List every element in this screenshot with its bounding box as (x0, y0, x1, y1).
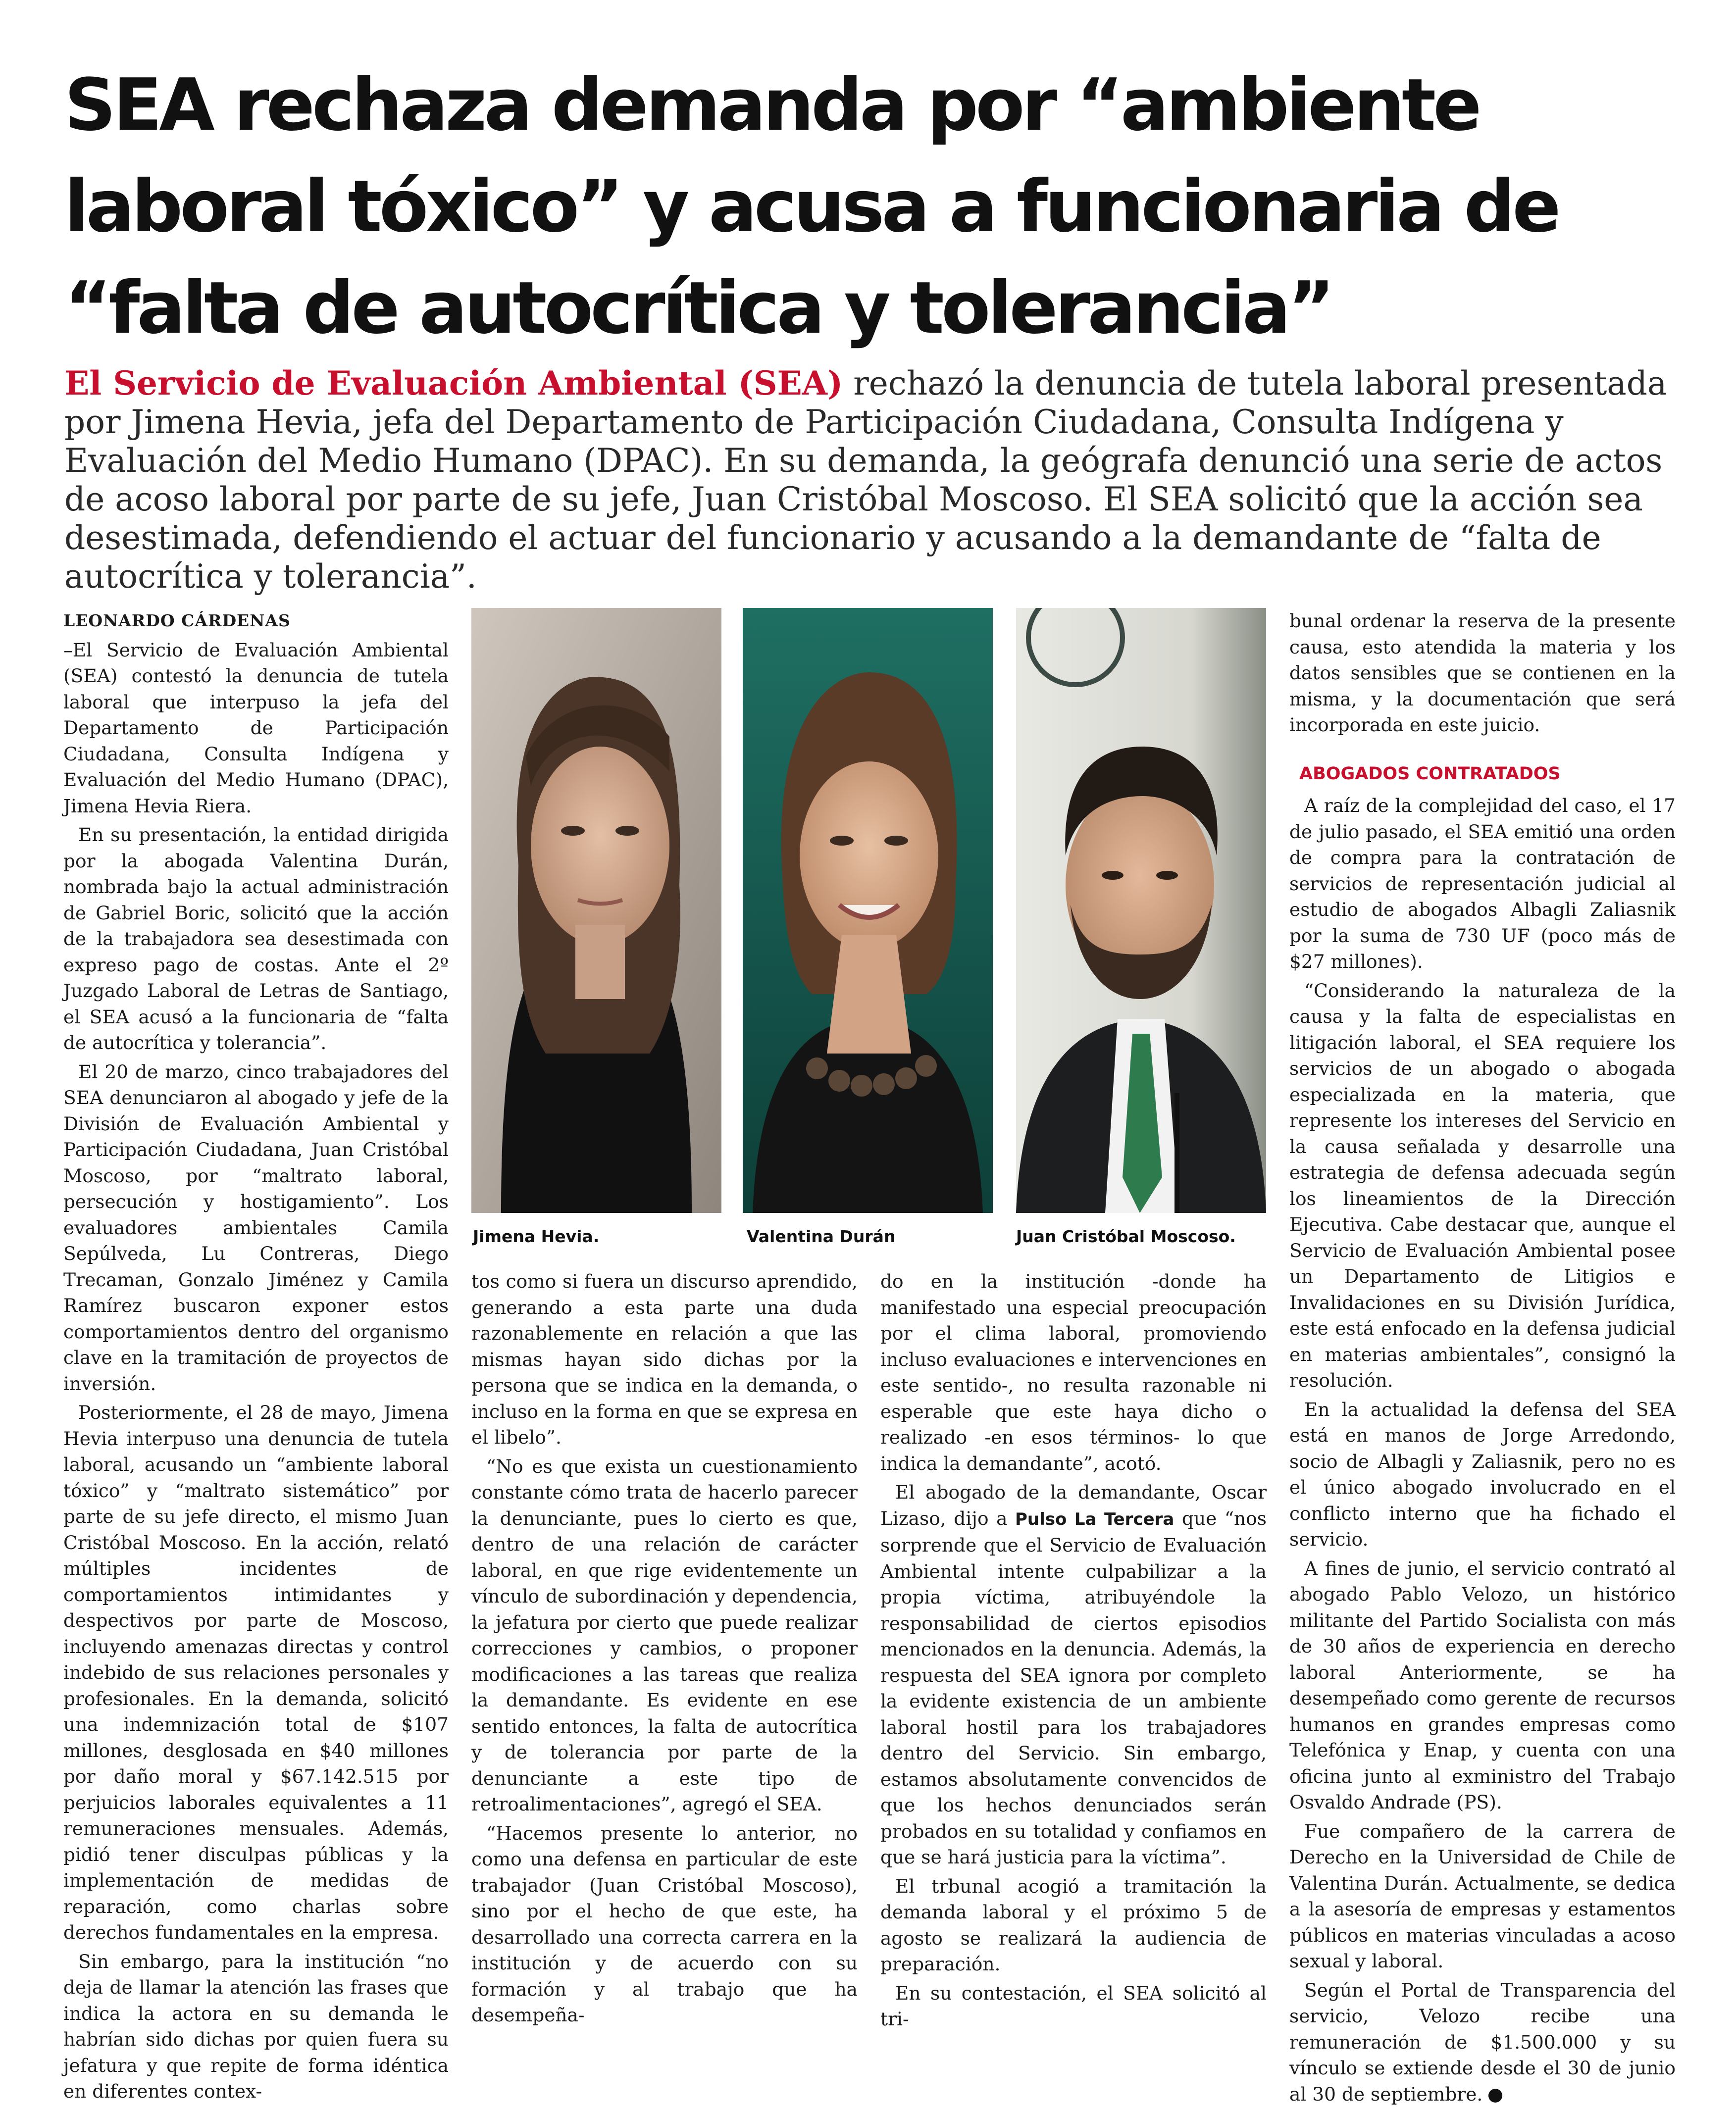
body-paragraph: El trbunal acogió a tramitación la demanda laboral y el próximo 5 de agosto se realizará la audiencia de preparación. (880, 1875, 1267, 1975)
body-paragraph: En su contestación, el SEA solicitó al tri- (880, 1982, 1267, 2030)
lead-paragraph (64, 364, 1679, 596)
article-column-3 (880, 1268, 1267, 2035)
photo-caption: Juan Cristóbal Moscoso. (1016, 1227, 1236, 1246)
body-paragraph: –El Servicio de Evaluación Ambiental (SEA) contestó la denuncia de tutela laboral que interpuso la jefa del Departamento de Participación Ciudadana, Consulta Indígena y Evaluación del Medio Humano (DPAC), Jimena Hevia Riera. (63, 639, 449, 817)
body-paragraph: Fue compañero de la carrera de Derecho en la Universidad de Chile de Valentina Durán. Actualmente, se dedica a la asesoría de empresas y estamentos públicos en materias vinculadas a acoso sexual y laboral. (1289, 1820, 1676, 1972)
end-of-article-icon: P (1488, 2089, 1502, 2103)
headline: SEA rechaza demanda por “ambiente laboral tóxico” y acusa a funcionaria de “falta de autocrítica y tolerancia” (64, 63, 1558, 350)
body-text: Según el Portal de Transparencia del servicio, Velozo recibe una remuneración de $1.500.000 y su vínculo se extiende desde el 30 de junio al 30 de septiembre. (1289, 1979, 1676, 2105)
lead-text: rechazó la denuncia de tutela laboral presentada por Jimena Hevia, jefa del Departamento de Participación Ciudadana, Consulta Indígena y Evaluación del Medio Humano (DPAC). En su demanda, la geógrafa denunció una serie de actos de acoso laboral por parte de su jefe, Juan Cristóbal Moscoso. El SEA solicitó que la acción sea desestimada, defendiendo el actuar del funcionario y acusando a la demandante de “falta de autocrítica y tolerancia”. (64, 364, 1667, 596)
article-column-2 (471, 1268, 858, 2031)
body-paragraph: do en la institución -donde ha manifestado una especial preocupación por el clima laboral, promoviendo incluso evaluaciones e intervenciones en este sentido-, no resulta razonable ni esperable que este haya dicho o realizado -en esos términos- lo que indica la demandante”, acotó. (880, 1270, 1267, 1474)
portrait-jimena-hevia (471, 608, 721, 1213)
publication-name: Pulso La Tercera (1015, 1509, 1174, 1529)
lead-organization: El Servicio de Evaluación Ambiental (SEA) (64, 364, 843, 402)
photo-caption: Valentina Durán (747, 1227, 896, 1246)
body-paragraph (880, 1479, 1267, 1870)
section-heading: ABOGADOS CONTRATADOS (1299, 763, 1561, 784)
portrait-valentina-duran (743, 608, 993, 1213)
body-paragraph (1289, 1977, 1676, 2108)
article-column-1 (63, 608, 449, 2108)
body-paragraph: “Considerando la naturaleza de la causa y la falta de especialistas en litigación laboral, el SEA requiere los servicios de un abogado o abogada especializada en la materia, que represente los intereses del Servicio en la causa señalada y desarrolle una estrategia de defensa adecuada según los lineamientos de la Dirección Ejecutiva. Cabe destacar que, aunque el Servicio de Evaluación Ambiental posee un Departamento de Litigios e Invalidaciones en su División Jurídica, este está enfocado en la defensa judicial en materias ambientales”, consignó la resolución. (1289, 979, 1676, 1391)
body-paragraph: Sin embargo, para la institución “no deja de llamar la atención las frases que indica la actora en su demanda le habrían sido dichas por quien fuera su jefatura y que repite de forma idéntica en diferentes contex- (63, 1950, 449, 2102)
body-text: que “nos sorprende que el Servicio de Evaluación Ambiental intente culpabilizar a la propia víctima, atribuyéndole la responsabilidad de ciertos episodios mencionados en la denuncia. Además, la respuesta del SEA ignora por completo la evidente existencia de un ambiente laboral hostil para los trabajadores dentro del Servicio. Sin embargo, estamos absolutamente convencidos de que los hechos denunciados serán probados en su totalidad y confiamos en que se hará justicia para la víctima”. (880, 1507, 1267, 1868)
body-paragraph: “Hacemos presente lo anterior, no como una defensa en particular de este trabajador (Juan Cristóbal Moscoso), sino por el hecho de que este, ha desarrollado una correcta carrera en la institución y de acuerdo con su formación y al trabajo que ha desempeña- (471, 1822, 858, 2026)
body-paragraph: A fines de junio, el servicio contrató al abogado Pablo Velozo, un histórico militante del Partido Socialista con más de 30 años de experiencia en derecho laboral Anteriormente, se ha desempeñado como gerente de recursos humanos en grandes empresas como Telefónica y Enap, y cuenta con una oficina junto al exministro del Trabajo Osvaldo Andrade (PS). (1289, 1557, 1676, 1813)
body-paragraph: bunal ordenar la reserva de la presente causa, esto atendida la materia y los datos sensibles que se contienen en la misma, y la documentación que será incorporada en este juicio. (1289, 610, 1676, 736)
body-paragraph: El 20 de marzo, cinco trabajadores del SEA denunciaron al abogado y jefe de la División de Evaluación Ambiental y Participación Ciudadana, Juan Cristóbal Moscoso, por “maltrato laboral, persecución y hostigamiento”. Los evaluadores ambientales Camila Sepúlveda, Lu Contreras, Diego Trecaman, Gonzalo Jiménez y Camila Ramírez buscaron exponer estos comportamientos dentro del organismo clave en la tramitación de proyectos de inversión. (63, 1060, 449, 1395)
photo-jimena-hevia (471, 608, 721, 1213)
photo-caption: Jimena Hevia. (473, 1227, 600, 1246)
body-text: El abogado de la demandante, Oscar Lizaso, dijo a (880, 1481, 1267, 1529)
body-paragraph: “No es que exista un cuestionamiento constante cómo trata de hacerlo parecer la denunciante, pues lo cierto es que, dentro de una relación de carácter laboral, en que rige evidentemente un vínculo de subordinación y dependencia, la jefatura por cierto que puede realizar correcciones y cambios, o proponer modificaciones a las tareas que realiza la demandante. Es evidente en ese sentido entonces, la falta de autocrítica y de tolerancia por parte de la denunciante a este tipo de retroalimentaciones”, agregó el SEA. (471, 1455, 858, 1815)
photo-juan-cristobal-moscoso (1016, 608, 1266, 1213)
byline: LEONARDO CÁRDENAS (63, 611, 291, 630)
photo-valentina-duran (743, 608, 993, 1213)
body-paragraph: tos como si fuera un discurso aprendido, generando a esta parte una duda razonablemente en relación a que las mismas hayan sido dichas por la persona que se indica en la demanda, o incluso en la forma en que se expresa en el libelo”. (471, 1270, 858, 1448)
portrait-juan-cristobal-moscoso (1016, 608, 1266, 1213)
body-paragraph: En su presentación, la entidad dirigida por la abogada Valentina Durán, nombrada bajo la actual administración de Gabriel Boric, solicitó que la acción de la trabajadora sea desestimada con expreso pago de costas. Ante el 2º Juzgado Laboral de Letras de Santiago, el SEA acusó a la funcionaria de “falta de autocrítica y tolerancia”. (63, 824, 449, 1054)
body-paragraph: A raíz de la complejidad del caso, el 17 de julio pasado, el SEA emitió una orden de compra para la contratación de servicios de representación judicial al estudio de abogados Albagli Zaliasnik por la suma de 730 UF (poco más de $27 millones). (1289, 795, 1676, 972)
body-paragraph: Posteriormente, el 28 de mayo, Jimena Hevia interpuso una denuncia de tutela laboral, acusando un “ambiente laboral tóxico” y “maltrato sistemático” por parte de su jefe directo, el mismo Juan Cristóbal Moscoso. En la acción, relató múltiples incidentes de comportamientos intimidantes y despectivos por parte de Moscoso, incluyendo amenazas directas y control indebido de sus relaciones personales y profesionales. En la demanda, solicitó una indemnización total de $107 millones, desglosada en $40 millones por daño moral y $67.142.515 por perjuicios laborales equivalentes a 11 remuneraciones mensuales. Además, pidió tener disculpas públicas y la implementación de medidas de reparación, como charlas sobre derechos fundamentales en la empresa. (63, 1402, 449, 1943)
body-paragraph: En la actualidad la defensa del SEA está en manos de Jorge Arredondo, socio de Albagli y Zaliasnik, pero no es el único abogado involucrado en el conflicto interno que ha fichado el servicio. (1289, 1398, 1676, 1550)
article-column-4 (1289, 608, 1676, 2110)
